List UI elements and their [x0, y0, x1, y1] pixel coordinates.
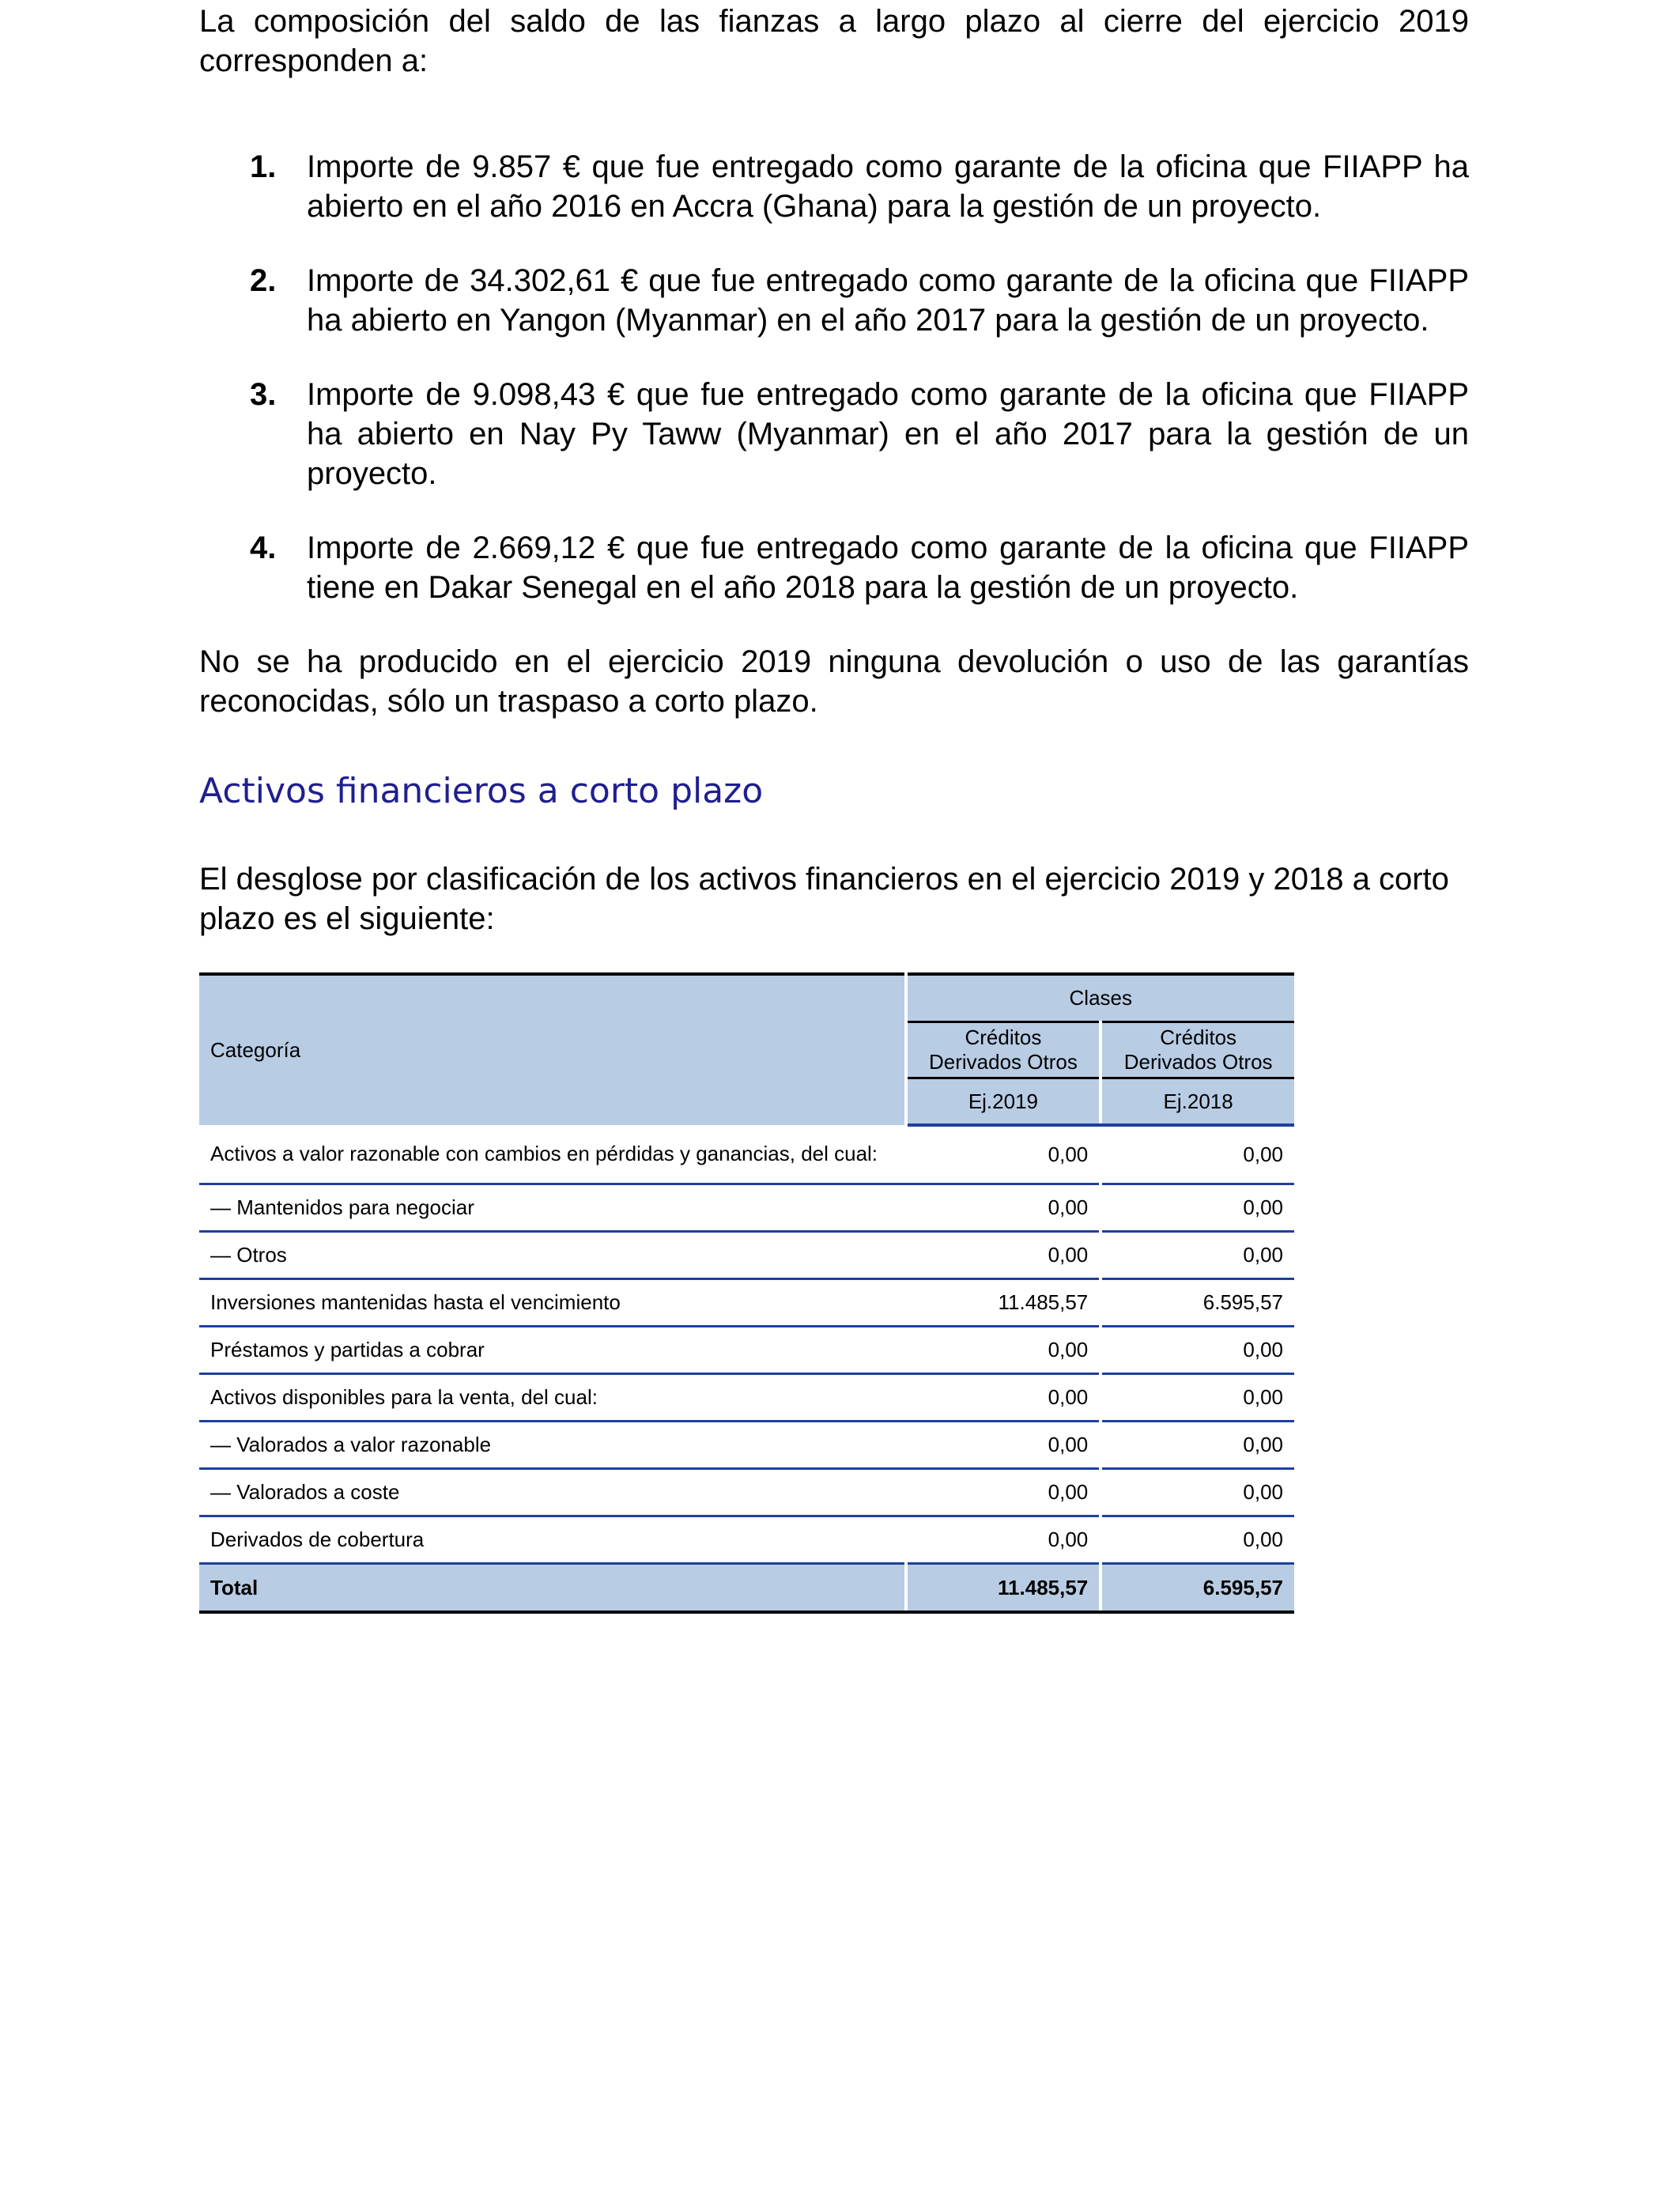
financial-assets-table — [199, 972, 1294, 1614]
row-label: — Valorados a valor razonable — [199, 1422, 906, 1469]
row-label: — Mantenidos para negociar — [199, 1184, 906, 1232]
column-header-creditos-2019 — [906, 1022, 1101, 1078]
value-2019: 0,00 — [906, 1374, 1101, 1422]
value-2019: 11.485,57 — [906, 1279, 1101, 1327]
value-2018: 0,00 — [1100, 1516, 1294, 1564]
list-item — [199, 261, 1469, 340]
column-header-year-2018: Ej.2018 — [1100, 1078, 1294, 1126]
row-label: — Valorados a coste — [199, 1469, 906, 1516]
table-row — [199, 1184, 1294, 1232]
row-label: — Otros — [199, 1232, 906, 1279]
list-item-number: 4. — [250, 531, 277, 565]
list-item-number: 3. — [250, 377, 277, 412]
row-label: Activos a valor razonable con cambios en pérdidas y ganancias, del cual: — [199, 1125, 906, 1184]
column-header-categoria: Categoría — [199, 974, 906, 1125]
list-item-number: 1. — [250, 149, 277, 184]
section-heading: Activos financieros a corto plazo — [199, 771, 764, 811]
value-2018: 0,00 — [1100, 1184, 1294, 1232]
intro-paragraph: La composición del saldo de las fianzas a largo plazo al cierre del ejercicio 2019 corresponden a: — [199, 4, 1469, 78]
table-row — [199, 1327, 1294, 1374]
column-header-creditos-2018 — [1100, 1022, 1294, 1078]
table-header-row — [199, 974, 1294, 1022]
closing-paragraph: No se ha producido en el ejercicio 2019 ninguna devolución o uso de las garantías reconocidas, sólo un traspaso a corto plazo. — [199, 644, 1469, 719]
table-total-row — [199, 1564, 1294, 1613]
value-2019: 0,00 — [906, 1516, 1101, 1564]
table-row — [199, 1232, 1294, 1279]
row-label: Activos disponibles para la venta, del cual: — [199, 1374, 906, 1422]
list-item — [199, 147, 1469, 226]
value-2018: 0,00 — [1100, 1232, 1294, 1279]
column-header-line: Derivados Otros — [928, 1050, 1078, 1074]
value-2018: 0,00 — [1100, 1125, 1294, 1184]
value-2018: 0,00 — [1100, 1327, 1294, 1374]
column-header-clases: Clases — [906, 974, 1294, 1022]
list-item — [199, 375, 1469, 493]
list-item — [199, 528, 1469, 607]
value-2019: 0,00 — [906, 1469, 1101, 1516]
column-header-line: Créditos — [965, 1025, 1042, 1049]
value-2019: 0,00 — [906, 1184, 1101, 1232]
value-2019: 0,00 — [906, 1125, 1101, 1184]
value-2018: 0,00 — [1100, 1374, 1294, 1422]
column-header-line: Créditos — [1160, 1025, 1237, 1049]
row-label: Derivados de cobertura — [199, 1516, 906, 1564]
value-2019: 0,00 — [906, 1232, 1101, 1279]
column-header-year-2019: Ej.2019 — [906, 1078, 1101, 1126]
table-row — [199, 1125, 1294, 1184]
column-header-line: Derivados Otros — [1123, 1050, 1273, 1074]
list-item-text: Importe de 9.857 € que fue entregado como garante de la oficina que FIIAPP ha abierto en el año 2016 en Accra (Ghana) para la gestión de un proyecto. — [307, 149, 1469, 224]
table-row — [199, 1469, 1294, 1516]
value-2019: 0,00 — [906, 1327, 1101, 1374]
row-label: Préstamos y partidas a cobrar — [199, 1327, 906, 1374]
table-row — [199, 1374, 1294, 1422]
value-2019: 0,00 — [906, 1422, 1101, 1469]
row-label: Inversiones mantenidas hasta el vencimiento — [199, 1279, 906, 1327]
list-item-number: 2. — [250, 263, 277, 298]
table-intro-paragraph: El desglose por clasificación de los activos financieros en el ejercicio 2019 y 2018 a corto plazo es el siguiente: — [199, 862, 1449, 936]
list-item-text: Importe de 2.669,12 € que fue entregado como garante de la oficina que FIIAPP tiene en Dakar Senegal en el año 2018 para la gestión de un proyecto. — [307, 531, 1469, 605]
value-2018: 0,00 — [1100, 1422, 1294, 1469]
value-2018: 6.595,57 — [1100, 1279, 1294, 1327]
value-2018: 0,00 — [1100, 1469, 1294, 1516]
list-item-text: Importe de 9.098,43 € que fue entregado como garante de la oficina que FIIAPP ha abierto en Nay Py Taww (Myanmar) en el año 2017 para la gestión de un proyecto. — [307, 377, 1469, 491]
total-label: Total — [199, 1564, 906, 1613]
list-item-text: Importe de 34.302,61 € que fue entregado como garante de la oficina que FIIAPP ha abierto en Yangon (Myanmar) en el año 2017 para la gestión de un proyecto. — [307, 263, 1469, 338]
table-row — [199, 1422, 1294, 1469]
table-row — [199, 1279, 1294, 1327]
guarantee-list — [199, 147, 1469, 642]
total-2019: 11.485,57 — [906, 1564, 1101, 1613]
total-2018: 6.595,57 — [1100, 1564, 1294, 1613]
table-row — [199, 1516, 1294, 1564]
